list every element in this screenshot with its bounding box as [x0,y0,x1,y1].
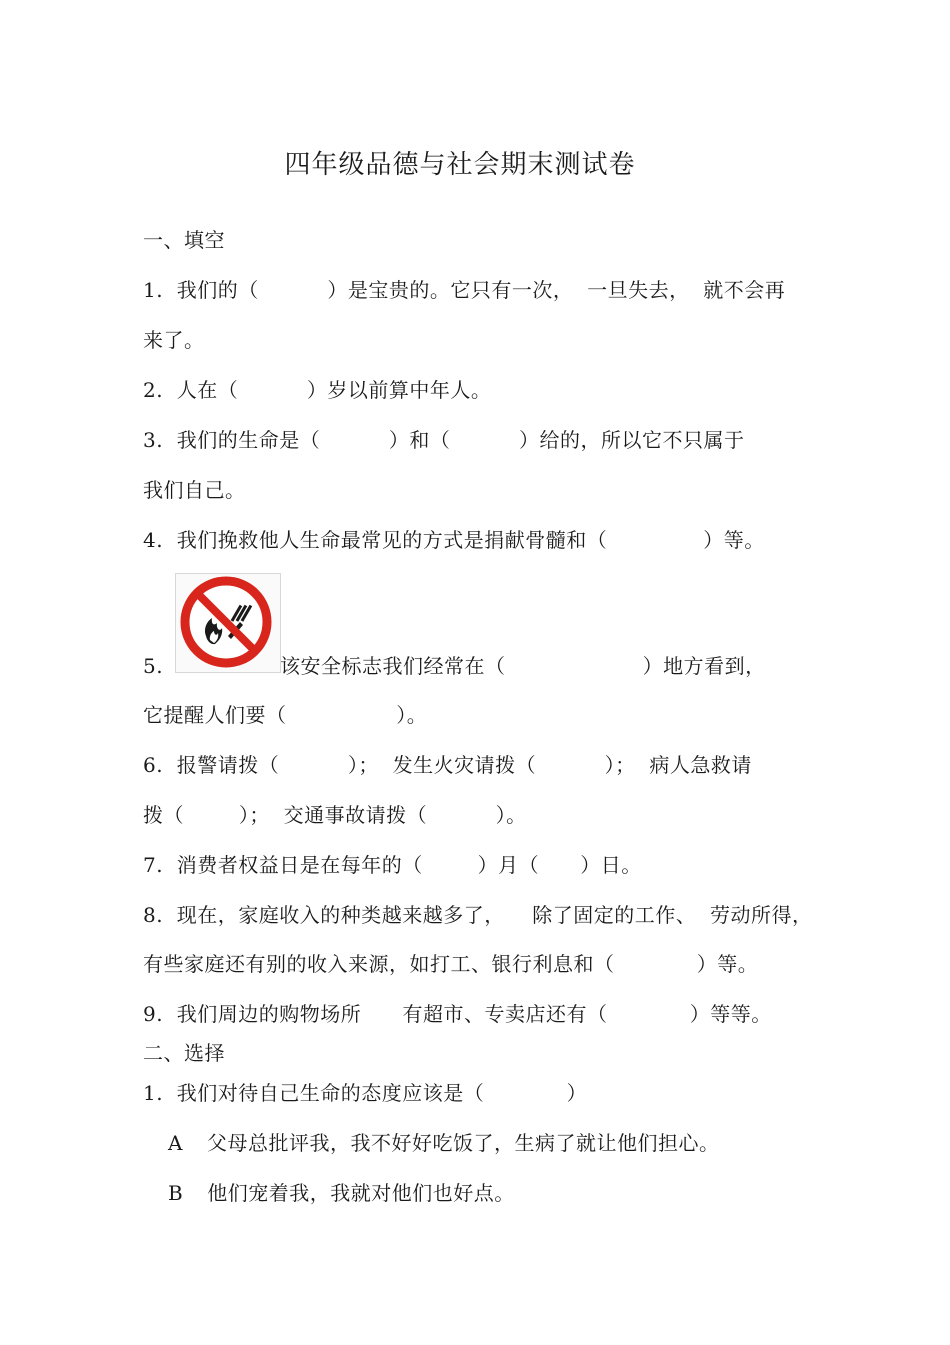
q1-line1: 1. 我们的（ ）是宝贵的。它只有一次， 一旦失去， 就不会再 [143,278,786,302]
q7-line1: 7. 消费者权益日是在每年的（ ）月（ ）日。 [143,853,642,877]
q8-line1: 8. 现在，家庭收入的种类越来越多了， 除了固定的工作、 劳动所得， [143,903,813,927]
q2-line1: 2. 人在（ ）岁以前算中年人。 [143,378,492,402]
q1-line2: 来了。 [143,328,205,352]
q6-line2: 拨（ ）； 交通事故请拨（ ）。 [143,803,527,827]
page-title: 四年级品德与社会期末测试卷 [284,150,636,180]
q4-line1: 4. 我们挽救他人生命最常见的方式是捐献骨髓和（ ）等。 [143,528,765,552]
choice-q1-line1: 1. 我们对待自己生命的态度应该是（ ） [143,1081,588,1105]
q3-line1: 3. 我们的生命是（ ）和（ ）给的，所以它不只属于 [143,428,745,452]
choice-q1-option-b [168,1180,515,1206]
option-text: 父母总批评我，我不好好吃饭了，生病了就让他们担心。 [206,1131,720,1155]
option-letter: B [168,1181,184,1205]
section-1-heading: 一、填空 [143,228,225,252]
no-fire-sign-icon [175,573,281,673]
q9-line1: 9. 我们周边的购物场所 有超市、专卖店还有（ ）等等。 [143,1002,772,1026]
q3-line2: 我们自己。 [143,478,246,502]
section-2-heading: 二、选择 [143,1041,225,1065]
option-text: 他们宠着我，我就对他们也好点。 [207,1181,515,1205]
q5-number: 5. [143,654,164,678]
q5-line2: 它提醒人们要（ ）。 [143,703,428,727]
q5-line1: 该安全标志我们经常在（ ）地方看到， [280,654,766,678]
option-letter: A [168,1131,183,1155]
q8-line2: 有些家庭还有别的收入来源，如打工、银行利息和（ ）等。 [143,952,759,976]
choice-q1-option-a [168,1130,719,1156]
q6-line1: 6. 报警请拨（ ）； 发生火灾请拨（ ）； 病人急救请 [143,753,752,777]
